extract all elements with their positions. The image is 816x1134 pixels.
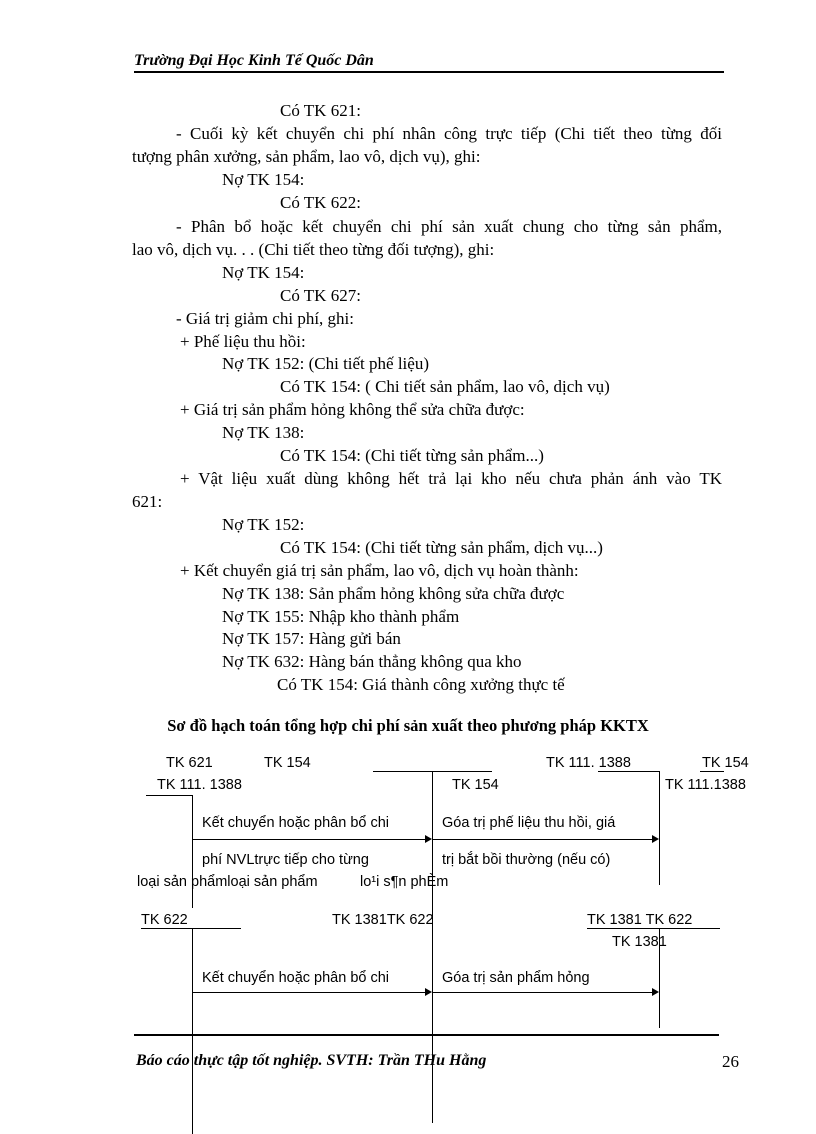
header-rule [134, 71, 724, 73]
text-line: Nợ TK 154: [222, 170, 305, 189]
arrow-right-icon [652, 835, 659, 843]
text-line: Có TK 627: [280, 286, 361, 305]
text-line: Có TK 154: (Chi tiết từng sản phẩm, dịch vụ...) [280, 538, 603, 557]
text-line: Có TK 622: [280, 193, 361, 212]
text-line: Nợ TK 154: [222, 263, 305, 282]
footer-rule [134, 1034, 719, 1036]
text-line: Nợ TK 152: [222, 515, 305, 534]
text-line: + Giá trị sản phẩm hỏng không thể sửa chữa được: [180, 400, 525, 419]
text-line: lao vô, dịch vụ. . . (Chi tiết theo từng đối tượng), ghi: [132, 240, 495, 259]
text-line: Nợ TK 157: Hàng gửi bán [222, 629, 401, 648]
text-line: - Phân bổ hoặc kết chuyển chi phí sản xuất chung cho từng sản phẩm, [176, 217, 722, 236]
arrow-line [193, 992, 425, 993]
text-line: - Giá trị giảm chi phí, ghi: [176, 309, 354, 328]
flow-text: loại sản phẩmloại sản phẩm [137, 874, 318, 890]
account-label: TK 1381 TK 622 [587, 912, 693, 928]
account-rule [146, 795, 192, 796]
flow-text: Kết chuyển hoặc phân bổ chi [202, 815, 390, 831]
diagram-vline-center [432, 772, 433, 1123]
arrow-line [433, 992, 652, 993]
flow-text: Góa trị sản phẩm hỏng [442, 970, 590, 986]
account-label: TK 622 [141, 912, 188, 928]
text-line: Nợ TK 138: [222, 423, 305, 442]
footer-text: Báo cáo thực tập tốt nghiệp. SVTH: Trần THu Hằng [136, 1052, 487, 1069]
arrow-right-icon [652, 988, 659, 996]
header-school: Trường Đại Học Kinh Tế Quốc Dân [134, 52, 374, 69]
flow-text: lo¹i s¶n phÈm [360, 874, 449, 890]
text-line: + Kết chuyển giá trị sản phẩm, lao vô, dịch vụ hoàn thành: [180, 561, 579, 580]
account-label: TK 1381 [612, 934, 667, 950]
flow-text: Góa trị phế liệu thu hồi, giá [442, 815, 616, 831]
account-label: TK 111. 1388 [546, 755, 631, 771]
account-label: TK 621 [166, 755, 213, 771]
text-line: Nợ TK 155: Nhập kho thành phẩm [222, 607, 460, 626]
text-line: tượng phân xưởng, sản phẩm, lao vô, dịch vụ), ghi: [132, 147, 481, 166]
account-label: TK 111. 1388 [157, 777, 242, 793]
account-label: TK 154 [702, 755, 749, 771]
text-line: Có TK 154: Giá thành công xưởng thực tế [277, 675, 565, 694]
diagram-vline-right [659, 772, 660, 885]
text-line: Nợ TK 138: Sản phẩm hỏng không sửa chữa được [222, 584, 565, 603]
text-line: - Cuối kỳ kết chuyển chi phí nhân công trực tiếp (Chi tiết theo từng đối [176, 124, 722, 143]
arrow-right-icon [425, 988, 432, 996]
account-label: TK 111.1388 [665, 777, 746, 793]
diagram-title: Sơ đồ hạch toán tổng hợp chi phí sản xuất theo phương pháp KKTX [167, 716, 649, 735]
flow-text: phí NVLtrực tiếp cho từng [202, 852, 369, 868]
account-label: TK 154 [452, 777, 499, 793]
text-line: Nợ TK 152: (Chi tiết phế liệu) [222, 354, 429, 373]
text-line: + Phế liệu thu hồi: [180, 332, 306, 351]
arrow-right-icon [425, 835, 432, 843]
account-label: TK 1381TK 622 [332, 912, 434, 928]
text-line: Nợ TK 632: Hàng bán thẳng không qua kho [222, 652, 522, 671]
text-line: Có TK 154: (Chi tiết từng sản phẩm...) [280, 446, 544, 465]
text-line: Có TK 154: ( Chi tiết sản phẩm, lao vô, dịch vụ) [280, 377, 610, 396]
flow-text: trị bắt bồi thường (nếu có) [442, 852, 611, 868]
text-line: + Vật liệu xuất dùng không hết trả lại kho nếu chưa phản ánh vào TK [180, 469, 722, 488]
account-label: TK 154 [264, 755, 311, 771]
text-line: 621: [132, 492, 163, 511]
account-rule [373, 771, 492, 772]
arrow-line [433, 839, 652, 840]
text-line: Có TK 621: [280, 101, 361, 120]
arrow-line [193, 839, 425, 840]
diagram-vline-left [192, 795, 193, 908]
diagram-vline-left-2 [192, 928, 193, 1134]
page-number: 26 [722, 1052, 739, 1071]
flow-text: Kết chuyển hoặc phân bổ chi [202, 970, 390, 986]
